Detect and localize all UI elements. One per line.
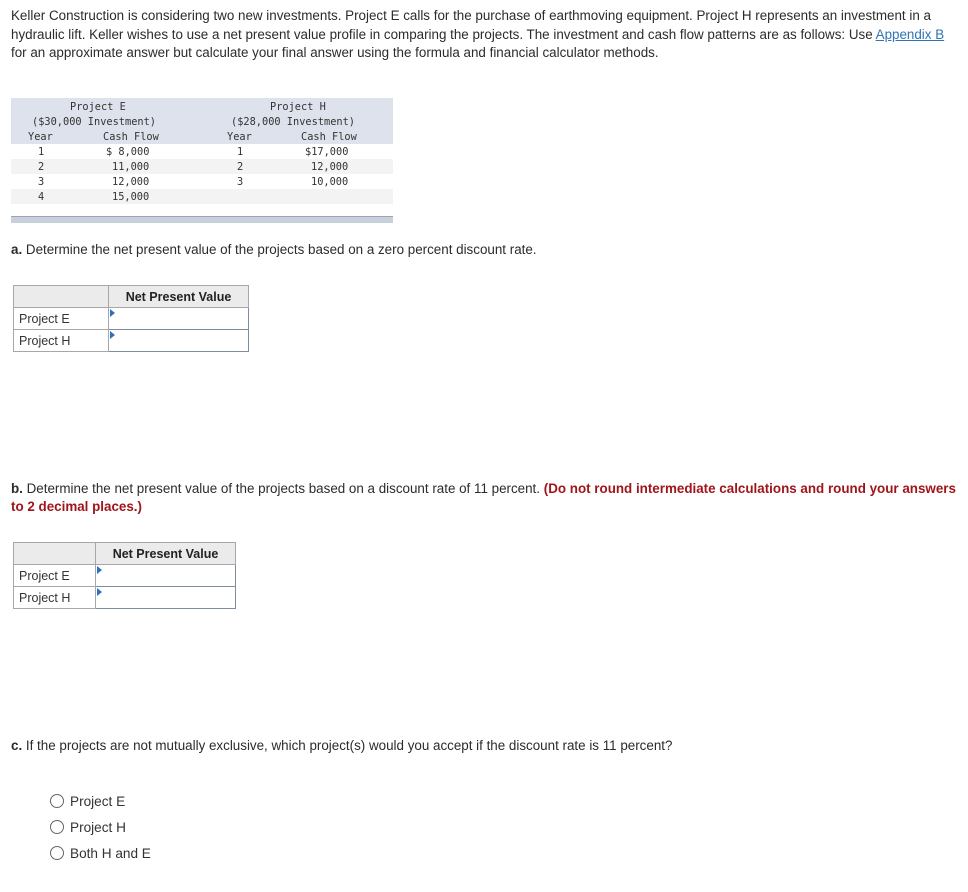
npv-cell <box>96 565 236 587</box>
npv-cell <box>109 308 249 330</box>
table-row <box>11 189 393 204</box>
year-cell: 3 <box>38 176 45 188</box>
cash-flow-cell: 10,000 <box>311 176 349 188</box>
year-cell: 2 <box>237 161 244 173</box>
radio-option-project-h[interactable] <box>50 814 151 840</box>
radio-button-icon[interactable] <box>50 820 64 834</box>
radio-label: Both H and E <box>70 845 151 861</box>
radio-button-icon[interactable] <box>50 794 64 808</box>
flag-icon <box>110 331 115 339</box>
radio-option-project-e[interactable] <box>50 788 151 814</box>
part-a-question <box>11 241 537 259</box>
flag-icon <box>97 566 102 574</box>
year-cell: 2 <box>38 161 45 173</box>
radio-button-icon[interactable] <box>50 846 64 860</box>
row-label-project-h: Project H <box>14 587 96 609</box>
cash-flow-cell: $ 8,000 <box>106 146 150 158</box>
table-row <box>11 174 393 189</box>
project-h-npv-input[interactable] <box>96 588 235 607</box>
cash-flow-cell: 15,000 <box>112 191 150 203</box>
part-b-label: b. <box>11 481 23 496</box>
cash-flow-header <box>11 98 393 144</box>
project-h-flow-header: Cash Flow <box>301 131 357 143</box>
year-cell: 4 <box>38 191 45 203</box>
project-choice-radio-group <box>50 788 151 866</box>
row-label-project-e: Project E <box>14 308 109 330</box>
project-e-npv-input[interactable] <box>96 566 235 585</box>
part-c-question <box>11 737 672 755</box>
project-h-npv-input[interactable] <box>109 331 248 350</box>
npv-cell <box>109 330 249 352</box>
npv-column-header: Net Present Value <box>96 543 236 565</box>
part-b-question <box>11 480 956 516</box>
part-c-text: If the projects are not mutually exclusive, which project(s) would you accept if the discount rate is 11 percent? <box>22 738 673 753</box>
project-e-year-header: Year <box>28 131 53 143</box>
table-row <box>11 144 393 159</box>
table-bottom-rule <box>11 216 393 223</box>
cash-flow-table <box>11 98 393 223</box>
project-h-investment: ($28,000 Investment) <box>231 116 355 128</box>
part-a-npv-table <box>13 285 249 352</box>
cash-flow-cell: 12,000 <box>311 161 349 173</box>
cash-flow-cell: 12,000 <box>112 176 150 188</box>
problem-intro <box>11 7 956 63</box>
row-label-project-h: Project H <box>14 330 109 352</box>
intro-text-end: for an approximate answer but calculate your final answer using the formula and financial calculator methods. <box>11 45 659 60</box>
table-row <box>11 159 393 174</box>
part-a-text: Determine the net present value of the projects based on a zero percent discount rate. <box>22 242 537 257</box>
header-empty-cell <box>14 286 109 308</box>
npv-cell <box>96 587 236 609</box>
flag-icon <box>97 588 102 596</box>
year-cell: 1 <box>38 146 45 158</box>
intro-text: Keller Construction is considering two new investments. Project E calls for the purchase of earthmoving equipment. Project H represents an investment in a hydraulic lift. Keller wishes to use a net present value profile in comparing the projects. The investment and cash flow patterns are as follows: Use <box>11 8 931 42</box>
radio-label: Project E <box>70 793 126 809</box>
part-b-instruction: (Do not round intermediate calculations and round your answers to 2 decimal places.) <box>11 481 956 514</box>
project-e-title: Project E <box>70 101 126 113</box>
flag-icon <box>110 309 115 317</box>
part-c-label: c. <box>11 738 23 753</box>
cash-flow-cell: 11,000 <box>112 161 150 173</box>
npv-column-header: Net Present Value <box>109 286 249 308</box>
part-b-npv-table <box>13 542 236 609</box>
part-b-text: Determine the net present value of the projects based on a discount rate of 11 percent. <box>22 481 544 496</box>
row-label-project-e: Project E <box>14 565 96 587</box>
cash-flow-cell: $17,000 <box>305 146 349 158</box>
header-empty-cell <box>14 543 96 565</box>
part-a-label: a. <box>11 242 23 257</box>
radio-label: Project H <box>70 819 126 835</box>
project-e-investment: ($30,000 Investment) <box>32 116 156 128</box>
project-h-title: Project H <box>270 101 326 113</box>
project-e-npv-input[interactable] <box>109 309 248 328</box>
year-cell: 1 <box>237 146 244 158</box>
project-e-flow-header: Cash Flow <box>103 131 159 143</box>
project-h-year-header: Year <box>227 131 252 143</box>
radio-option-both[interactable] <box>50 840 151 866</box>
appendix-b-link[interactable]: Appendix B <box>875 26 945 42</box>
year-cell: 3 <box>237 176 244 188</box>
